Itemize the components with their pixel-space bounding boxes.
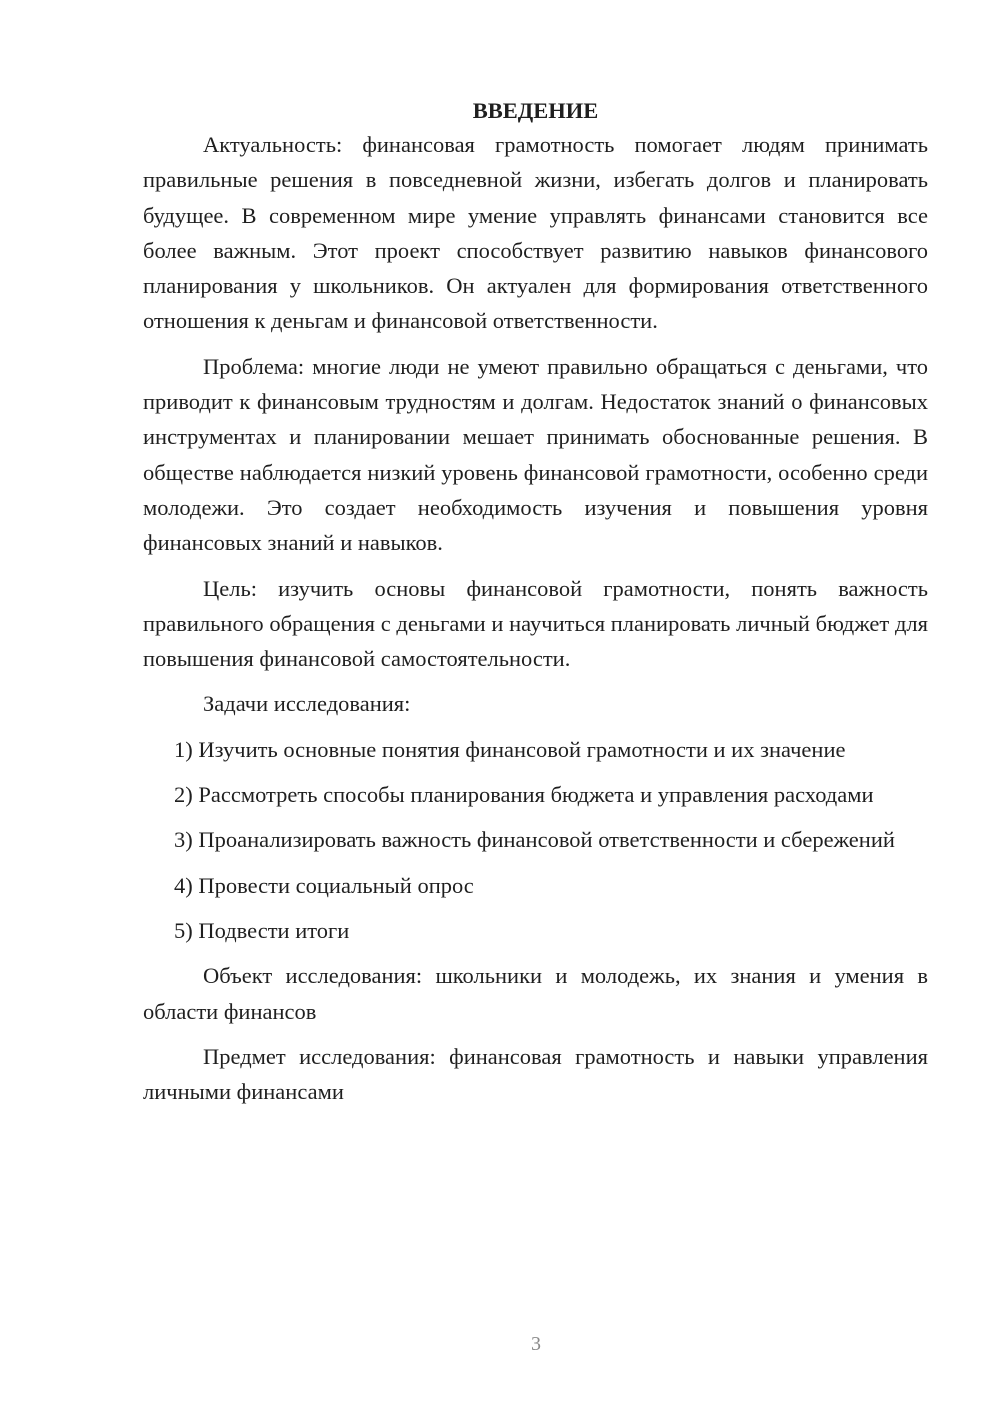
paragraph-object: Объект исследования: школьники и молодежь, их знания и умения в области финансов	[143, 963, 928, 1024]
page-content	[143, 96, 928, 1119]
task-item-2: 2) Рассмотреть способы планирования бюджета и управления расходами	[174, 782, 874, 808]
task-item-5: 5) Подвести итоги	[174, 917, 350, 943]
tasks-heading: Задачи исследования:	[203, 691, 411, 717]
task-item-1: 1) Изучить основные понятия финансовой грамотности и их значение	[174, 736, 846, 762]
paragraph-subject: Предмет исследования: финансовая грамотность и навыки управления личными финансами	[143, 1043, 928, 1105]
task-item-3: 3) Проанализировать важность финансовой ответственности и сбережений	[174, 827, 895, 853]
paragraph-goal: Цель: изучить основы финансовой грамотности, понять важность правильного обращения с деньгами и научиться планировать личный бюджет для повышения финансовой самостоятельности.	[143, 575, 928, 672]
paragraph-relevance: Актуальность: финансовая грамотность помогает людям принимать правильные решения в повседневной жизни, избегать долгов и планировать будущее. В современном мире умение управлять финансами становится все более важным. Этот проект способствует развитию навыков финансового планирования у школьников. Он актуален для формирования ответственного отношения к деньгам и финансовой ответственности.	[143, 132, 928, 334]
page-title: ВВЕДЕНИЕ	[472, 98, 599, 123]
task-item-4: 4) Провести социальный опрос	[174, 872, 474, 898]
page-number: 3	[531, 1333, 541, 1355]
paragraph-problem: Проблема: многие люди не умеют правильно обращаться с деньгами, что приводит к финансовым трудностям и долгам. Недостаток знаний о финансовых инструментах и планировании мешает принимать обоснованные решения. В обществе наблюдается низкий уровень финансовой грамотности, особенно среди молодежи. Это создает необходимость изучения и повышения уровня финансовых знаний и навыков.	[143, 353, 928, 556]
